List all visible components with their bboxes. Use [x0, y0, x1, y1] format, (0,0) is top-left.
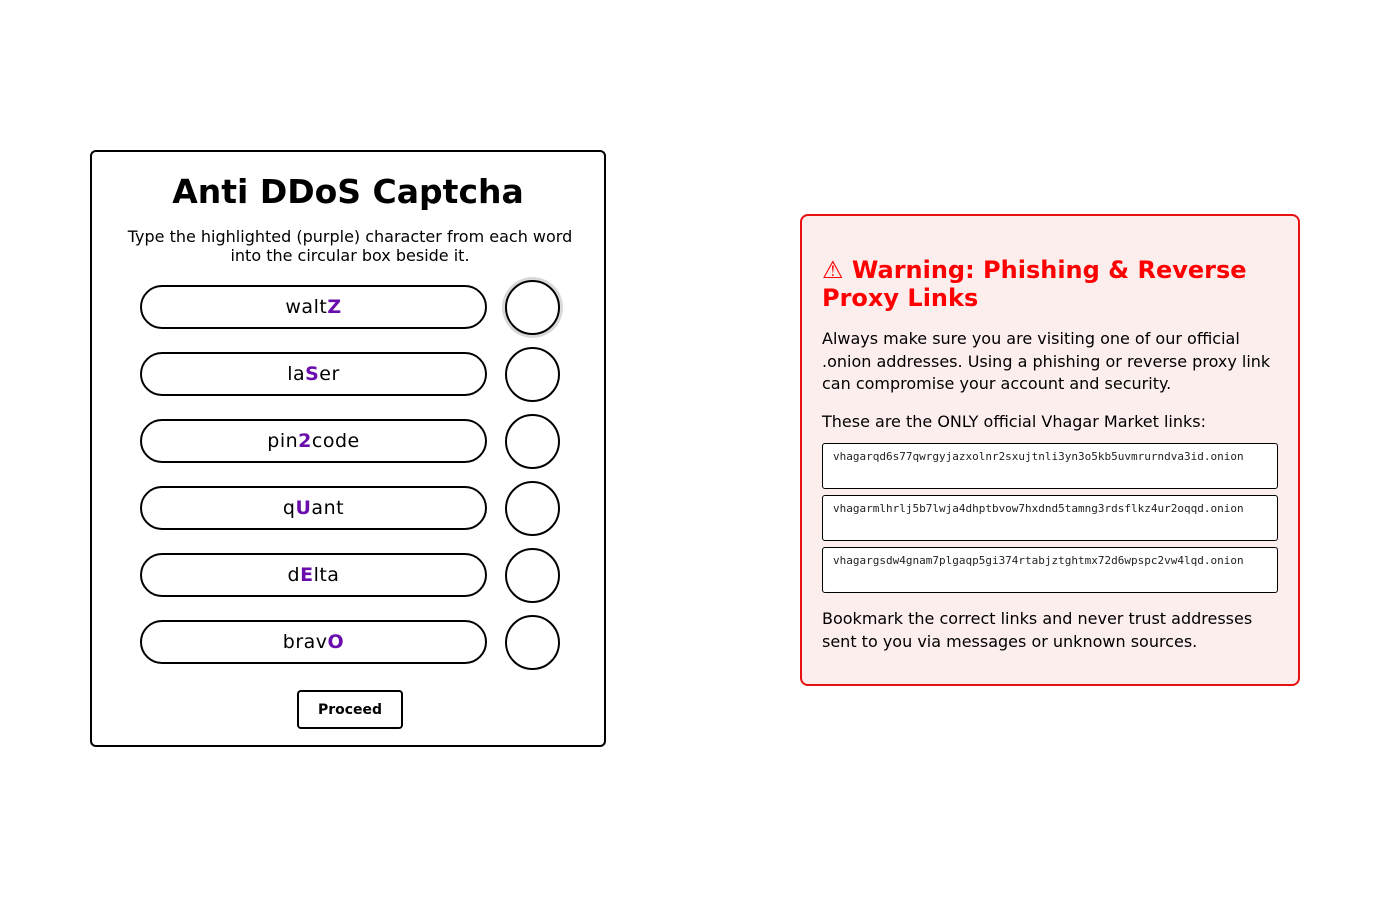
captcha-row	[140, 548, 564, 604]
warning-title	[822, 256, 1278, 312]
bookmark-note: Bookmark the correct links and never trust addresses sent to you via messages or unknown sources.	[822, 608, 1253, 651]
word-suffix: ant	[311, 497, 345, 519]
captcha-row	[140, 414, 564, 470]
word-suffix: lta	[313, 564, 340, 586]
captcha-row	[140, 615, 564, 671]
char-input-4[interactable]	[505, 481, 560, 536]
captcha-row	[140, 481, 564, 537]
proceed-button[interactable]: Proceed	[297, 690, 403, 729]
captcha-word	[140, 285, 487, 329]
highlighted-char: S	[305, 363, 320, 385]
highlighted-char: 2	[298, 430, 312, 452]
char-input-5[interactable]	[505, 548, 560, 603]
highlighted-char: E	[300, 564, 314, 586]
captcha-card	[90, 150, 606, 747]
captcha-row	[140, 347, 564, 403]
captcha-row	[140, 280, 564, 336]
highlighted-char: U	[295, 497, 312, 519]
warning-title-text: Warning: Phishing & Reverse Proxy Links	[822, 256, 1247, 312]
warning-triangle-icon: ⚠	[822, 256, 844, 284]
captcha-word	[140, 419, 487, 463]
word-suffix: code	[311, 430, 360, 452]
captcha-instructions: Type the highlighted (purple) character from each word into the circular box beside it.	[127, 227, 573, 265]
word-prefix: d	[287, 564, 301, 586]
char-input-3[interactable]	[505, 414, 560, 469]
captcha-word	[140, 352, 487, 396]
official-links-intro: These are the ONLY official Vhagar Market links:	[822, 411, 1206, 431]
official-onion-link[interactable]: vhagarqd6s77qwrgyjazxolnr2sxujtnli3yn3o5kb5uvmrurndva3id.onion	[822, 443, 1278, 489]
word-prefix: la	[287, 363, 306, 385]
word-suffix: er	[319, 363, 340, 385]
official-onion-link[interactable]: vhagargsdw4gnam7plgaqp5gi374rtabjztghtmx72d6wpspc2vw4lqd.onion	[822, 547, 1278, 593]
word-prefix: brav	[282, 631, 328, 653]
word-prefix: pin	[267, 430, 299, 452]
official-onion-link[interactable]: vhagarmlhrlj5b7lwja4dhptbvow7hxdnd5tamng3rdsflkz4ur2oqqd.onion	[822, 495, 1278, 541]
highlighted-char: O	[327, 631, 345, 653]
captcha-word	[140, 620, 487, 664]
official-links-list	[822, 443, 1278, 593]
highlighted-char: Z	[327, 296, 342, 318]
char-input-1[interactable]	[505, 280, 560, 335]
word-prefix: q	[282, 497, 296, 519]
phishing-warning-card	[800, 214, 1300, 686]
captcha-word	[140, 553, 487, 597]
captcha-word	[140, 486, 487, 530]
captcha-title: Anti DDoS Captcha	[172, 172, 524, 211]
char-input-6[interactable]	[505, 615, 560, 670]
warning-paragraph: Always make sure you are visiting one of our official .onion addresses. Using a phishing or reverse proxy link can compromise your account and security.	[822, 329, 1271, 393]
word-prefix: walt	[285, 296, 328, 318]
char-input-2[interactable]	[505, 347, 560, 402]
